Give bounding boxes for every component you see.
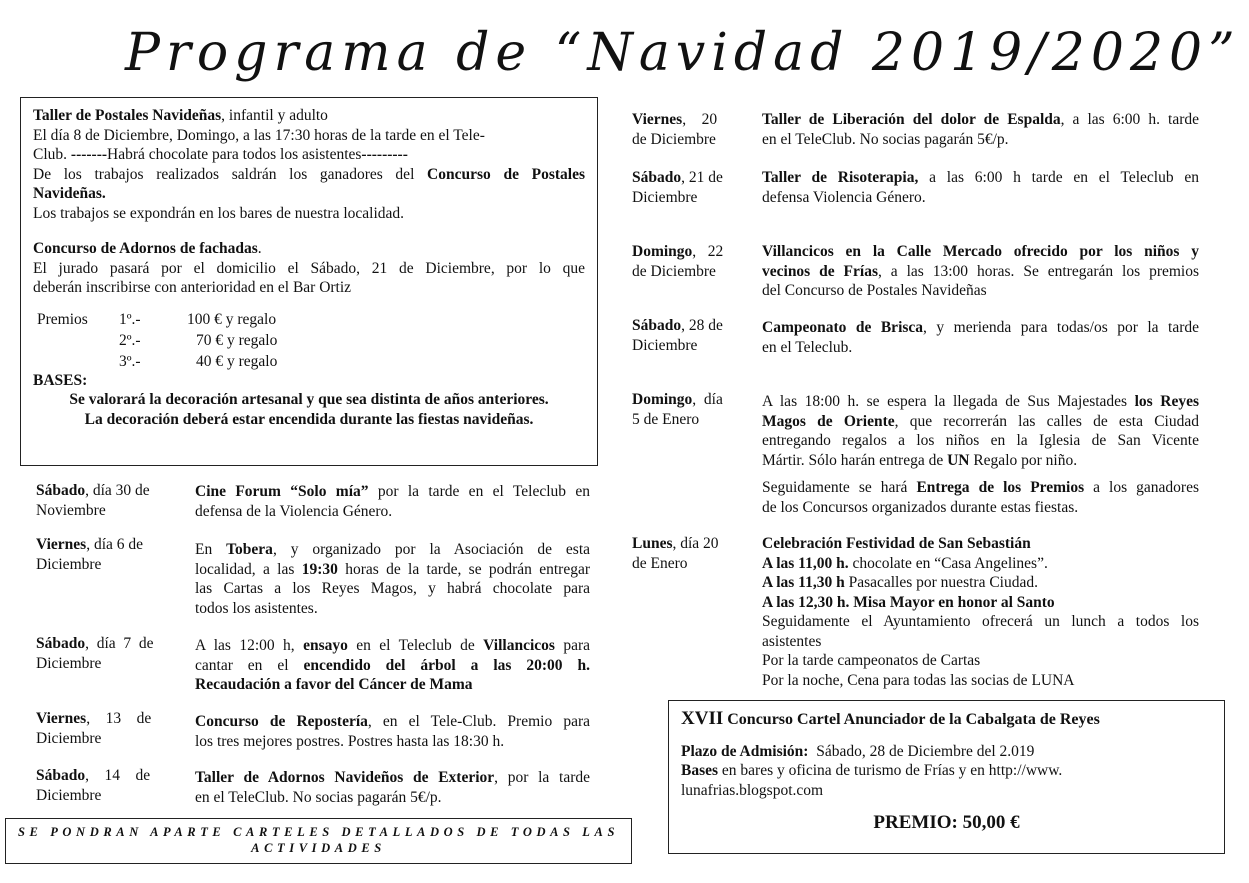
facade-contest-heading: Concurso de Adornos de fachadas.	[33, 240, 262, 257]
notice-box	[5, 818, 632, 864]
prize-amount: 40 € y regalo	[196, 352, 278, 370]
event-description: En Tobera, y organizado por la Asociación de esta localidad, a las 19:30 horas de la tarde, se podrán entregar las Cartas a los Reyes Magos, y habrá chocolate para todos los asistentes.	[195, 541, 591, 617]
bases-heading: BASES:	[33, 371, 88, 389]
postcard-exhibition: Los trabajos se expondrán en los bares de nuestra localidad.	[33, 204, 405, 222]
facade-contest-jury: El jurado pasará por el domicilio el Sábado, 21 de Diciembre, por lo que	[33, 259, 585, 277]
event-date: Viernes, 20 de Diciembre	[632, 111, 718, 148]
event-date: Domingo, 22 de Diciembre	[632, 243, 724, 280]
bases-rule-2: La decoración deberá estar encendida durante las fiestas navideñas.	[84, 410, 534, 428]
prize-place: 2º.-	[119, 331, 141, 349]
event-description: Taller de Adornos Navideños de Exterior, por la tarde en el TeleClub. No socias pagarán 5€/p.	[195, 769, 590, 806]
event-date: Viernes, día 6 de Diciembre	[36, 536, 144, 573]
event-date: Sábado, día 7 de Diciembre	[36, 635, 154, 672]
postcard-winners-line: De los trabajos realizados saldrán los ganadores del Concurso de Postales	[33, 165, 585, 183]
postcard-workshop-date: El día 8 de Diciembre, Domingo, a las 17:30 horas de la tarde en el Tele-	[33, 126, 485, 144]
event-description: A las 12:00 h, ensayo en el Teleclub de Villancicos para cantar en el encendido del árbol a las 20:00 h. Recaudación a favor del Cáncer de Mama	[195, 637, 590, 693]
prize-place: 3º.-	[119, 352, 141, 370]
prizes-table	[33, 310, 277, 373]
poster-contest-heading: XVII Concurso Cartel Anunciador de la Cabalgata de Reyes	[681, 708, 1100, 729]
event-date: Sábado, 28 de Diciembre	[632, 317, 723, 354]
event-description: Villancicos en la Calle Mercado ofrecido por los niños y vecinos de Frías, a las 13:00 horas. Se entregarán los premios del Concurso de Postales Navideñas	[762, 243, 1199, 299]
event-date: Sábado, 21 de Diciembre	[632, 169, 723, 206]
event-description: Taller de Liberación del dolor de Espalda, a las 6:00 h. tarde en el TeleClub. No socias pagarán 5€/p.	[762, 111, 1199, 148]
poster-contest-deadline: Plazo de Admisión: Sábado, 28 de Diciembre del 2.019	[681, 742, 1035, 760]
event-date: Viernes, 13 de Diciembre	[36, 710, 152, 747]
postcard-winners-line-2: Navideñas.	[33, 185, 106, 202]
prize-place: 1º.-	[119, 310, 141, 328]
facade-contest-register: deberán inscribirse con anterioridad en el Bar Ortiz	[33, 279, 352, 296]
notice-line-2: ACTIVIDADES	[251, 841, 386, 855]
postcards-and-facade-contest-box	[20, 97, 598, 466]
event-description: Taller de Risoterapia, a las 6:00 h tarde en el Teleclub en defensa Violencia Género.	[762, 169, 1200, 206]
poster-contest-url: lunafrias.blogspot.com	[681, 781, 824, 799]
postcard-workshop-heading: Taller de Postales Navideñas, infantil y adulto	[33, 107, 328, 124]
prize-amount: 100 € y regalo	[187, 310, 277, 328]
event-date: Sábado, 14 de Diciembre	[36, 767, 151, 804]
event-date: Lunes, día 20 de Enero	[632, 535, 719, 572]
event-description: Celebración Festividad de San Sebastián A las 11,00 h. chocolate en “Casa Angelines”. A las 11,30 h Pasacalles por nuestra Ciudad. A las 12,30 h. Misa Mayor en honor al Santo Seguidamente el Ayuntamiento ofrecerá un lunch a todos los asistentes Por la tarde campeonatos de Cartas Por la noche, Cena para todas las socias de LUNA	[762, 535, 1199, 689]
event-date: Domingo, día 5 de Enero	[632, 391, 723, 428]
bases-rule-1: Se valorará la decoración artesanal y que sea distinta de años anteriores.	[69, 391, 549, 408]
poster-contest-bases: Bases en bares y oficina de turismo de Frías y en http://www.	[681, 762, 1063, 779]
page-title: Programa de “Navidad 2019/2020”	[125, 23, 1241, 83]
event-description: A las 18:00 h. se espera la llegada de Sus Majestades los Reyes Magos de Oriente, que recorrerán las calles de esta Ciudad entregando regalos a los niños en la Iglesia de San Vicente Mártir. Sólo harán entrega de UN Regalo por niño. Seguidamente se hará Entrega de los Premios a los ganadores de los Concursos organizados durante estas fiestas.	[762, 393, 1199, 516]
poster-contest-prize: PREMIO: 50,00 €	[873, 812, 1020, 833]
prizes-label: Premios	[37, 310, 88, 328]
event-description: Cine Forum “Solo mía” por la tarde en el Teleclub en defensa de la Violencia Género.	[195, 483, 590, 520]
event-description: Campeonato de Brisca, y merienda para todas/os por la tarde en el Teleclub.	[762, 319, 1200, 356]
prize-amount: 70 € y regalo	[196, 331, 278, 349]
postcard-workshop-chocolate: Club. -------Habrá chocolate para todos los asistentes---------	[33, 146, 408, 163]
event-description: Concurso de Repostería, en el Tele-Club. Premio para los tres mejores postres. Postres hasta las 18:30 h.	[195, 713, 590, 750]
poster-contest-box	[668, 700, 1225, 854]
notice-line-1: SE PONDRAN APARTE CARTELES DETALLADOS DE TODAS LAS	[17, 825, 620, 839]
event-date: Sábado, día 30 de Noviembre	[36, 482, 150, 519]
